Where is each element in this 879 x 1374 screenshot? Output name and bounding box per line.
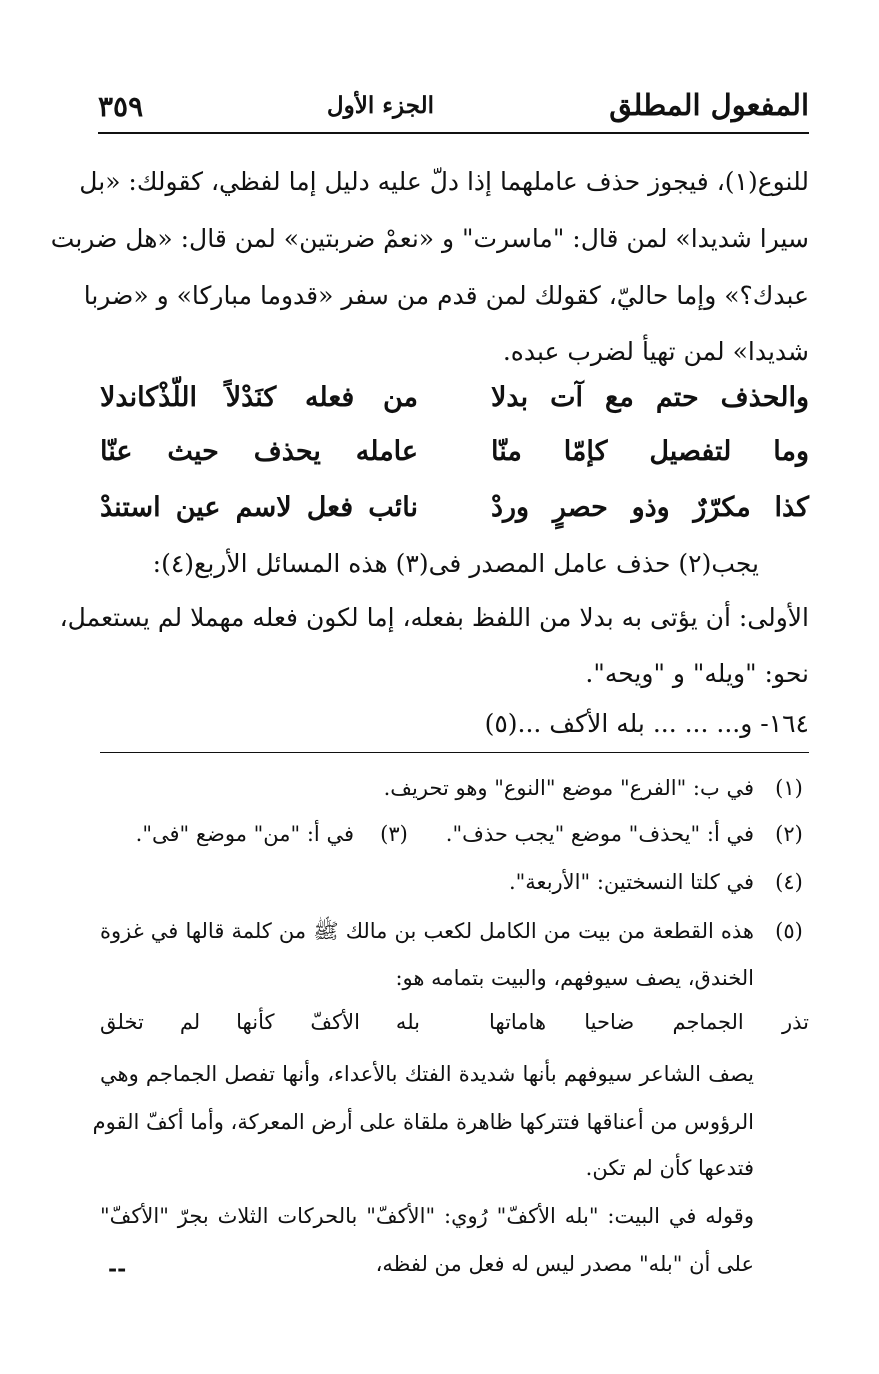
footnote-text: الخندق، يصف سيوفهم، والبيت بتمامه هو: bbox=[395, 966, 754, 990]
footnote-text: الرؤوس من أعناقها فتتركها ظاهرة ملقاة على أرض المعركة، وأما أكفّ القوم bbox=[92, 1110, 754, 1134]
footnote-number: (٣) bbox=[380, 822, 408, 846]
footnote-text: فتدعها كأن لم تكن. bbox=[585, 1156, 754, 1180]
footnote-rule bbox=[100, 752, 809, 753]
page-number: ٣٥٩ bbox=[98, 90, 144, 123]
example-line: ١٦٤- و... ... ... بله الأكف ...(٥) bbox=[484, 709, 809, 738]
chapter-title: المفعول المطلق bbox=[609, 88, 809, 122]
body-line: عبدك؟» وإما حاليّ، كقولك لمن قدم من سفر «قدوما مباركا» و «ضربا bbox=[83, 281, 809, 310]
footnote-number: (٥) bbox=[775, 919, 803, 943]
verse-first-hemistich: كذا مكرّرٌ وذو حصرٍ وردْ bbox=[491, 492, 809, 523]
footnote-number: (٤) bbox=[775, 870, 803, 894]
verse-row bbox=[100, 382, 809, 426]
body-line: شديدا» لمن تهيأ لضرب عبده. bbox=[502, 337, 809, 366]
footnote-number: (١) bbox=[775, 776, 803, 800]
verse-row bbox=[100, 492, 809, 536]
footnote-text: في أ: "من" موضع "فى". bbox=[135, 822, 354, 846]
footnote-verse-second: بله الأكفّ كأنها لم تخلق bbox=[100, 1010, 420, 1034]
verse-first-hemistich: والحذف حتم مع آت بدلا bbox=[491, 382, 809, 413]
part-title: الجزء الأول bbox=[326, 92, 434, 119]
body-line: للنوع(١)، فيجوز حذف عاملهما إذا دلّ عليه دليل إما لفظي، كقولك: «بل bbox=[79, 167, 809, 196]
footnote-number: (٢) bbox=[775, 822, 803, 846]
footnote-text: يصف الشاعر سيوفهم بأنها شديدة الفتك بالأعداء، وأنها تفصل الجماجم وهي bbox=[100, 1062, 754, 1086]
footnote-text: في كلتا النسختين: "الأربعة". bbox=[508, 870, 754, 894]
body-line: يجب(٢) حذف عامل المصدر فى(٣) هذه المسائل الأربع(٤): bbox=[152, 549, 759, 578]
footnote-text: على أن "بله" مصدر ليس له فعل من لفظه، bbox=[375, 1252, 754, 1276]
continuation-mark: -- bbox=[108, 1256, 127, 1282]
footnote-text: في ب: "الفرع" موضع "النوع" وهو تحريف. bbox=[383, 776, 754, 800]
body-line: سيرا شديدا» لمن قال: "ماسرت" و «نعمْ ضربتين» لمن قال: «هل ضربت bbox=[50, 224, 809, 253]
footnote-text: هذه القطعة من بيت من الكامل لكعب بن مالك ﷺ من كلمة قالها في غزوة bbox=[100, 919, 754, 943]
verse-row bbox=[100, 436, 809, 480]
verse-first-hemistich: وما لتفصيل كإمّا منّا bbox=[491, 436, 809, 467]
verse-second-hemistich: من فعله كنَدْلاً اللّذْكاندلا bbox=[100, 382, 418, 413]
footnote-text: في أ: "يحذف" موضع "يجب حذف". bbox=[445, 822, 754, 846]
page-header bbox=[98, 84, 809, 134]
footnote-verse-first: تذر الجماجم ضاحيا هاماتها bbox=[489, 1010, 809, 1034]
body-line: الأولى: أن يؤتى به بدلا من اللفظ بفعله، إما لكون فعله مهملا لم يستعمل، bbox=[59, 603, 809, 632]
verse-second-hemistich: عامله يحذف حيث عنّا bbox=[100, 436, 418, 467]
footnote-text: وقوله في البيت: "بله الأكفّ" رُوي: "الأكفّ" بالحركات الثلاث بجرّ "الأكفّ" bbox=[100, 1204, 754, 1228]
body-line: نحو: "ويله" و "ويحه". bbox=[585, 659, 809, 688]
verse-second-hemistich: نائب فعل لاسم عين استندْ bbox=[100, 492, 418, 523]
